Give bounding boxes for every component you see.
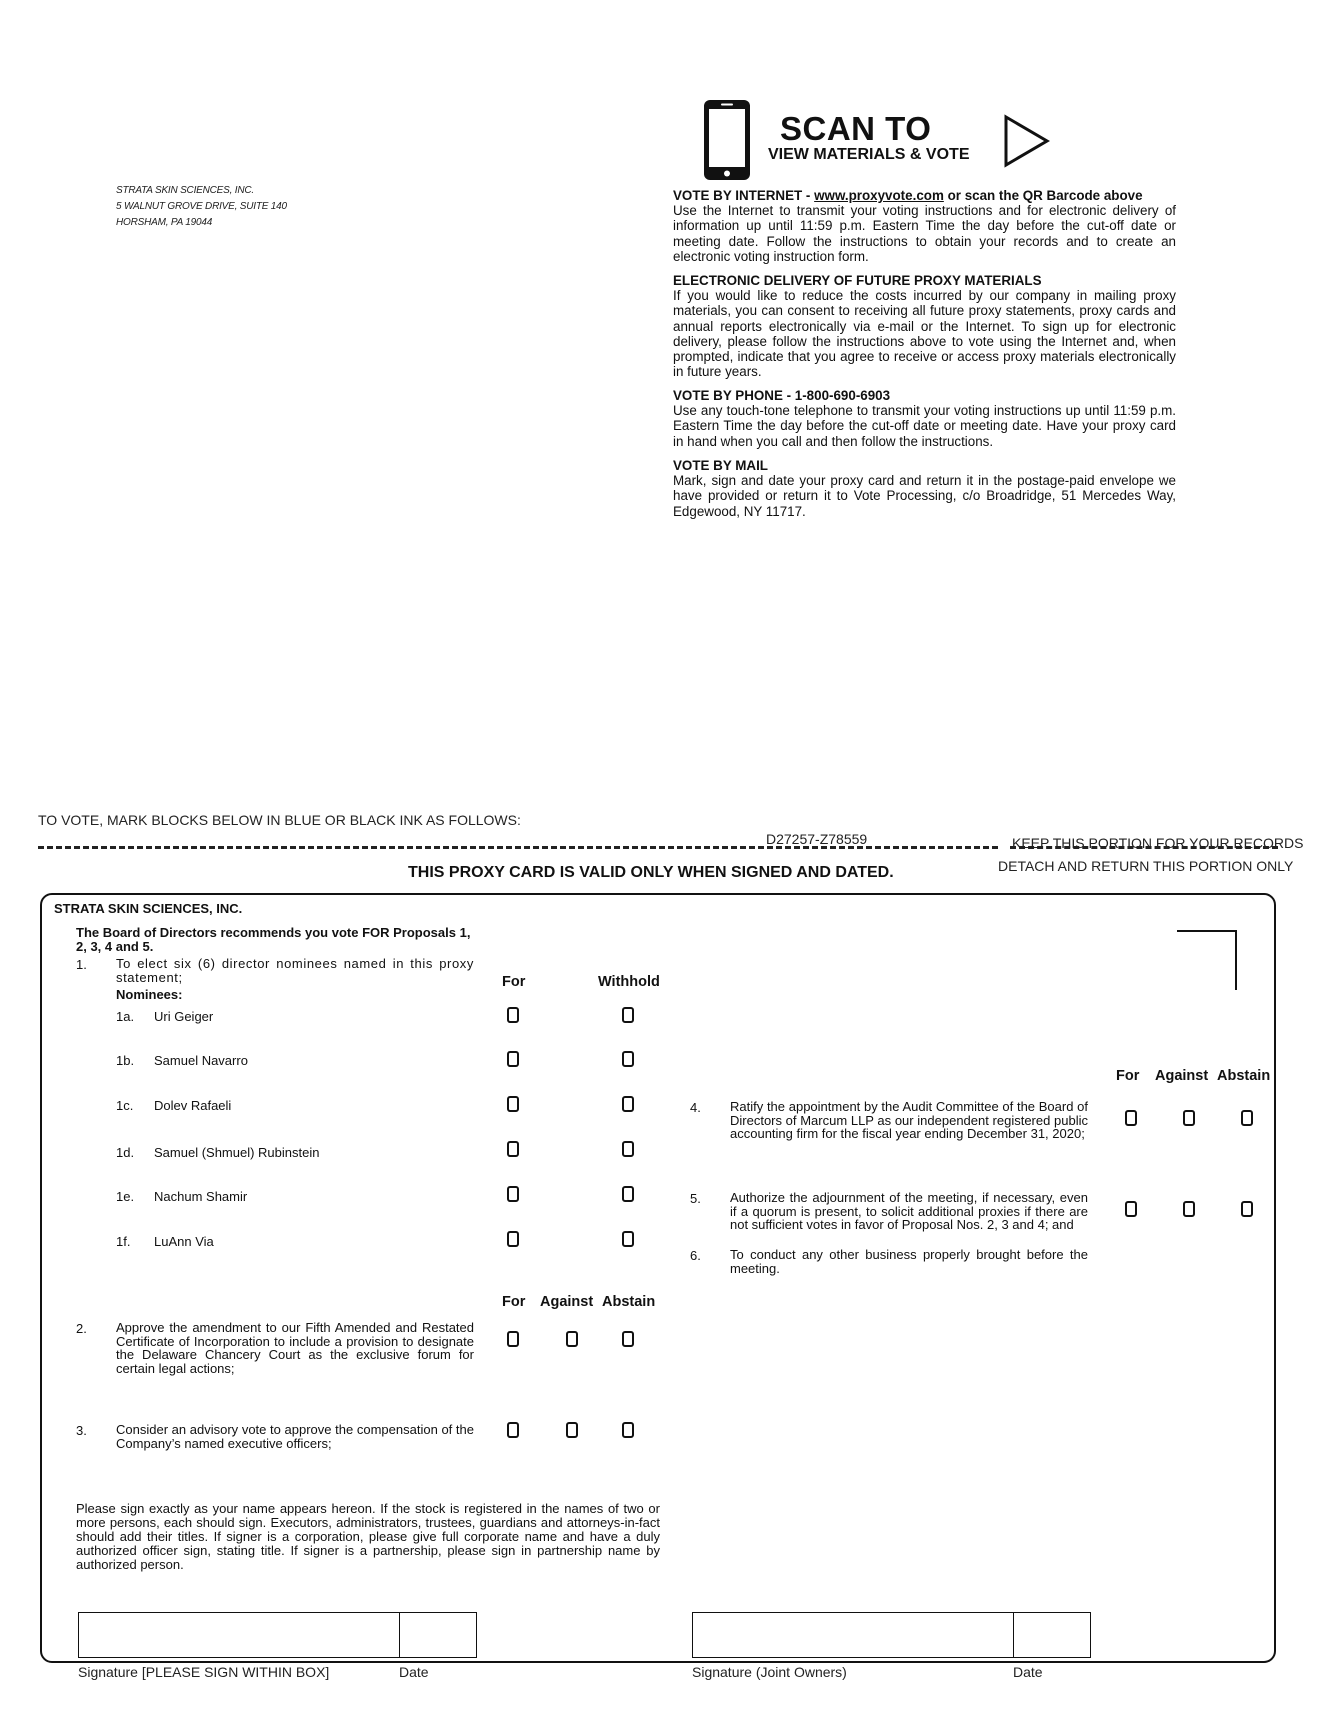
proposal-2-against-checkbox[interactable] bbox=[566, 1331, 578, 1347]
joint-signature-box[interactable] bbox=[692, 1612, 1014, 1658]
corner-mark bbox=[1177, 930, 1237, 990]
proposal-6-text: To conduct any other business properly brought before the meeting. bbox=[730, 1247, 1088, 1276]
vote-mail-body: Mark, sign and date your proxy card and return it in the postage-paid envelope we have provided or return it to Vote Processing, c/o Broadridge, 51 Mercedes Way, Edgewood, NY 11717. bbox=[673, 473, 1176, 519]
board-recommendation: The Board of Directors recommends you vote FOR Proposals 1, 2, 3, 4 and 5. bbox=[76, 925, 471, 954]
date-box[interactable] bbox=[399, 1612, 477, 1658]
nominee-1e-withhold-checkbox[interactable] bbox=[622, 1186, 634, 1202]
nominee-code: 1e. bbox=[116, 1189, 135, 1204]
proposal-4-text: Ratify the appointment by the Audit Committee of the Board of Directors of Marcum LLP as our independent registered public accounting firm for the fiscal year ending December 31, 2020; bbox=[730, 1099, 1088, 1142]
vote-internet-body: Use the Internet to transmit your voting instructions and for electronic delivery of information up until 11:59 p.m. Eastern Time the day before the cut-off date or meeting date. Follow the instructions to obtain your records and to create an electronic voting instruction form. bbox=[673, 203, 1176, 264]
joint-date-box[interactable] bbox=[1013, 1612, 1091, 1658]
date-caption: Date bbox=[399, 1664, 429, 1680]
proxyvote-link[interactable]: www.proxyvote.com bbox=[814, 188, 944, 203]
nominee-1f-withhold-checkbox[interactable] bbox=[622, 1231, 634, 1247]
nominee-1d-for-checkbox[interactable] bbox=[507, 1141, 519, 1157]
nominee-name: Uri Geiger bbox=[154, 1009, 214, 1024]
proposal-1-number: 1. bbox=[76, 957, 87, 972]
nominee-1a-withhold-checkbox[interactable] bbox=[622, 1007, 634, 1023]
nominee-1b-for-checkbox[interactable] bbox=[507, 1051, 519, 1067]
proposal-4-for-checkbox[interactable] bbox=[1125, 1110, 1137, 1126]
proposal-4-abstain-checkbox[interactable] bbox=[1241, 1110, 1253, 1126]
vote-phone-heading: VOTE BY PHONE - 1-800-690-6903 bbox=[673, 388, 891, 403]
card-company-name: STRATA SKIN SCIENCES, INC. bbox=[54, 901, 243, 916]
detach-portion-label: DETACH AND RETURN THIS PORTION ONLY bbox=[998, 858, 1294, 874]
proposal-4-against-checkbox[interactable] bbox=[1183, 1110, 1195, 1126]
proposal-1-text: To elect six (6) director nominees named in this proxy statement; bbox=[116, 956, 474, 985]
joint-date-caption: Date bbox=[1013, 1664, 1043, 1680]
proposal-4-number: 4. bbox=[690, 1100, 701, 1115]
proposal-3-number: 3. bbox=[76, 1423, 87, 1438]
nominee-name: LuAnn Via bbox=[154, 1234, 214, 1249]
play-arrow-icon bbox=[1003, 114, 1051, 173]
vote-mail-heading: VOTE BY MAIL bbox=[673, 458, 768, 473]
proposal-5-abstain-checkbox[interactable] bbox=[1241, 1201, 1253, 1217]
nominee-1e-for-checkbox[interactable] bbox=[507, 1186, 519, 1202]
address-city: HORSHAM, PA 19044 bbox=[116, 217, 213, 228]
electronic-delivery-body: If you would like to reduce the costs incurred by our company in mailing proxy materials, you can consent to receiving all future proxy statements, proxy cards and annual reports electronically via e-mail or the Internet. To sign up for electronic delivery, please follow the instructions above to vote using the Internet and, when prompted, indicate that you agree to receive or access proxy materials electronically in future years. bbox=[673, 288, 1176, 380]
proposal-5-text: Authorize the adjournment of the meeting, if necessary, even if a quorum is present, to solicit additional proxies if there are not sufficient votes in favor of Proposal Nos. 2, 3 and 4; and bbox=[730, 1190, 1088, 1233]
sign-instructions: Please sign exactly as your name appears hereon. If the stock is registered in the names of two or more persons, each should sign. Executors, administrators, trustees, guardians and attorneys-in-fact should add their titles. If signer is a corporation, please give full corporate name and have a duly authorized officer sign, stating title. If signer is a partnership, please sign in partnership name by authorized person. bbox=[76, 1501, 660, 1572]
nominees-label: Nominees: bbox=[116, 987, 183, 1002]
proposal-6-number: 6. bbox=[690, 1248, 701, 1263]
col-for-label: For bbox=[502, 1294, 526, 1310]
scan-subtitle: VIEW MATERIALS & VOTE bbox=[768, 146, 970, 163]
proposal-3-for-checkbox[interactable] bbox=[507, 1422, 519, 1438]
keep-portion-label: KEEP THIS PORTION FOR YOUR RECORDS bbox=[1012, 835, 1304, 851]
nominee-name: Dolev Rafaeli bbox=[154, 1098, 232, 1113]
col-withhold-label: Withhold bbox=[598, 974, 660, 990]
electronic-delivery-heading: ELECTRONIC DELIVERY OF FUTURE PROXY MATERIALS bbox=[673, 273, 1042, 288]
nominee-1d-withhold-checkbox[interactable] bbox=[622, 1141, 634, 1157]
address-company: STRATA SKIN SCIENCES, INC. bbox=[116, 185, 254, 196]
nominee-code: 1d. bbox=[116, 1145, 135, 1160]
nominee-name: Samuel (Shmuel) Rubinstein bbox=[154, 1145, 320, 1160]
joint-signature-caption: Signature (Joint Owners) bbox=[692, 1664, 847, 1680]
vote-internet-section bbox=[673, 188, 1176, 264]
vote-phone-body: Use any touch-tone telephone to transmit your voting instructions up until 11:59 p.m. Eastern Time the day before the cut-off date or meeting date. Have your proxy card in hand when you call and then follow the instructions. bbox=[673, 403, 1176, 449]
proposal-5-number: 5. bbox=[690, 1191, 701, 1206]
nominee-1b-withhold-checkbox[interactable] bbox=[622, 1051, 634, 1067]
scan-title: SCAN TO bbox=[780, 110, 932, 147]
col-against-label: Against bbox=[540, 1294, 594, 1310]
nominee-name: Nachum Shamir bbox=[154, 1189, 248, 1204]
valid-notice: THIS PROXY CARD IS VALID ONLY WHEN SIGNED AND DATED. bbox=[408, 864, 894, 881]
proposal-3-text: Consider an advisory vote to approve the compensation of the Company’s named executive officers; bbox=[116, 1422, 474, 1451]
proposal-2-abstain-checkbox[interactable] bbox=[622, 1331, 634, 1347]
col-for-label: For bbox=[502, 974, 526, 990]
col-against-label: Against bbox=[1155, 1068, 1209, 1084]
nominee-name: Samuel Navarro bbox=[154, 1053, 248, 1068]
control-code: D27257-Z78559 bbox=[766, 831, 868, 847]
nominee-code: 1a. bbox=[116, 1009, 135, 1024]
proposal-2-text: Approve the amendment to our Fifth Amended and Restated Certificate of Incorporation to include a provision to designate the Delaware Chancery Court as the exclusive forum for certain legal actions; bbox=[116, 1320, 474, 1376]
vote-internet-heading-suffix: or scan the QR Barcode above bbox=[943, 188, 1143, 203]
vote-phone-section bbox=[673, 388, 1176, 449]
proposal-3-against-checkbox[interactable] bbox=[566, 1422, 578, 1438]
proposal-3-abstain-checkbox[interactable] bbox=[622, 1422, 634, 1438]
nominee-code: 1f. bbox=[116, 1234, 131, 1249]
vote-internet-heading: VOTE BY INTERNET - bbox=[673, 188, 815, 203]
to-vote-instruction: TO VOTE, MARK BLOCKS BELOW IN BLUE OR BLACK INK AS FOLLOWS: bbox=[38, 812, 521, 828]
address-street: 5 WALNUT GROVE DRIVE, SUITE 140 bbox=[116, 201, 287, 212]
electronic-delivery-section bbox=[673, 273, 1176, 379]
proposal-2-for-checkbox[interactable] bbox=[507, 1331, 519, 1347]
col-abstain-label: Abstain bbox=[1217, 1068, 1271, 1084]
proposal-5-for-checkbox[interactable] bbox=[1125, 1201, 1137, 1217]
nominee-1c-withhold-checkbox[interactable] bbox=[622, 1096, 634, 1112]
nominee-code: 1c. bbox=[116, 1098, 134, 1113]
proposal-2-number: 2. bbox=[76, 1321, 87, 1336]
signature-caption: Signature [PLEASE SIGN WITHIN BOX] bbox=[78, 1664, 330, 1680]
vote-mail-section bbox=[673, 458, 1176, 519]
proposal-5-against-checkbox[interactable] bbox=[1183, 1201, 1195, 1217]
col-for-label: For bbox=[1116, 1068, 1140, 1084]
nominee-code: 1b. bbox=[116, 1053, 135, 1068]
smartphone-icon bbox=[702, 98, 752, 187]
col-abstain-label: Abstain bbox=[602, 1294, 656, 1310]
signature-box[interactable] bbox=[78, 1612, 400, 1658]
nominee-1a-for-checkbox[interactable] bbox=[507, 1007, 519, 1023]
nominee-1c-for-checkbox[interactable] bbox=[507, 1096, 519, 1112]
return-address bbox=[116, 183, 287, 231]
nominee-1f-for-checkbox[interactable] bbox=[507, 1231, 519, 1247]
